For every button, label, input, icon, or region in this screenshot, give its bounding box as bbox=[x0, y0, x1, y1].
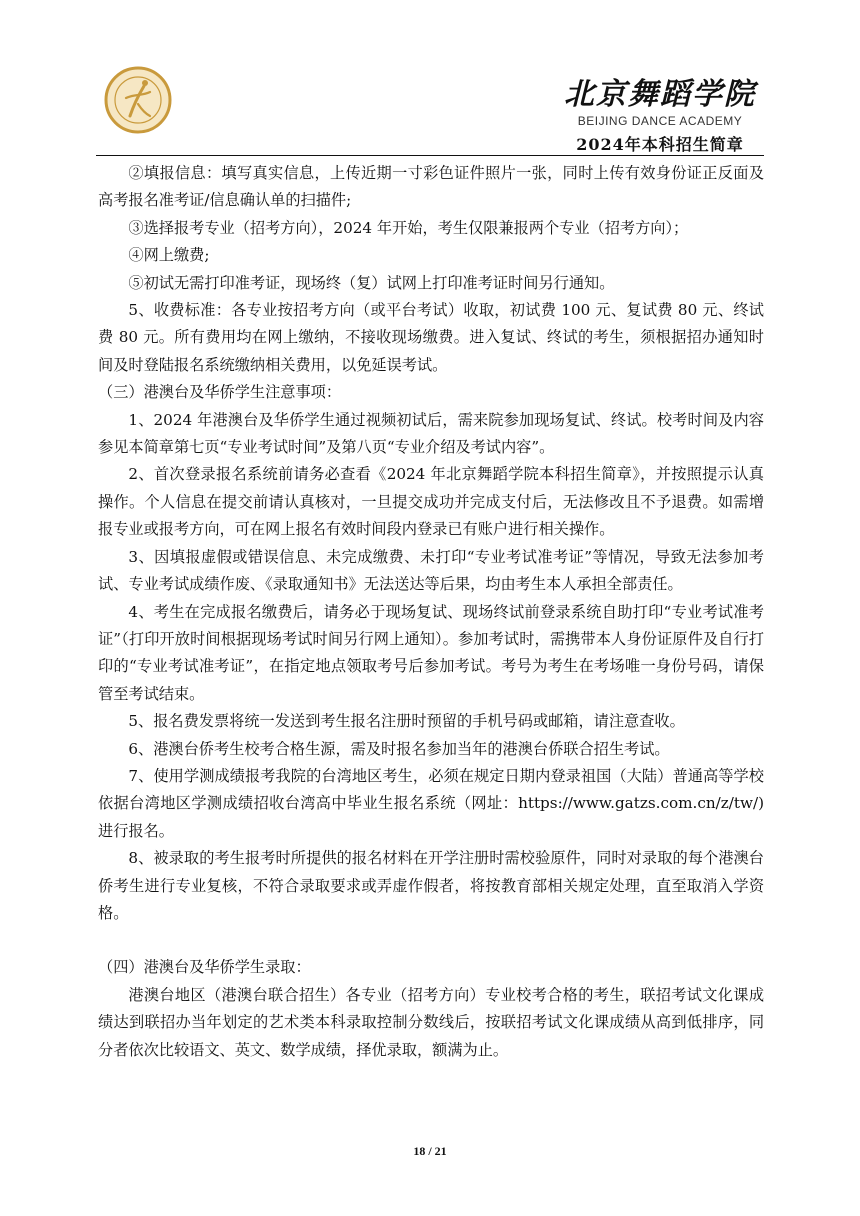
paragraph: 港澳台地区（港澳台联合招生）各专业（招考方向）专业校考合格的考生，联招考试文化课成绩达到联招办当年划定的艺术类本科录取控制分数线后，按联招考试文化课成绩从高到低排序，同分者依次比较语文、英文、数学成绩，择优录取，额满为止。 bbox=[98, 985, 764, 1059]
paragraph: 5、报名费发票将统一发送到考生报名注册时预留的手机号码或邮箱，请注意查收。 bbox=[128, 712, 685, 731]
brand-english-name: BEIJING DANCE ACADEMY bbox=[577, 114, 743, 128]
paragraph: ⑤初试无需打印准考证，现场终（复）试网上打印准考证时间另行通知。 bbox=[128, 273, 615, 292]
paragraph: 5、收费标准：各专业按招考方向（或平台考试）收取，初试费 100 元、复试费 80 元、终试费 80 元。所有费用均在网上缴纳，不接收现场缴费。进入复试、终试的考生，须根据招办通知时间及时登陆报名系统缴纳相关费用，以免延误考试。 bbox=[98, 301, 764, 374]
paragraph: 3、因填报虚假或错误信息、未完成缴费、未打印“专业考试准考证”等情况，导致无法参加考试、专业考试成绩作废、《录取通知书》无法送达等后果，均由考生本人承担全部责任。 bbox=[98, 547, 764, 594]
brand-chinese-name: 北京舞蹈学院 bbox=[564, 77, 756, 112]
paragraph: 8、被录取的考生报考时所提供的报名材料在开学注册时需校验原件，同时对录取的每个港澳台侨考生进行专业复核，不符合录取要求或弄虚作假者，将按教育部相关规定处理，直至取消入学资格。 bbox=[98, 849, 764, 922]
section-heading: （三）港澳台及华侨学生注意事项： bbox=[98, 383, 341, 402]
document-body bbox=[98, 160, 764, 1064]
paragraph: 4、考生在完成报名缴费后，请务必于现场复试、现场终试前登录系统自助打印“专业考试准考证”（打印开放时间根据现场考试时间另行网上通知）。参加考试时，需携带本人身份证原件及自行打印的“专业考试准考证”，在指定地点领取考号后参加考试。考号为考生在考场唯一身份号码，请保管至考试结束。 bbox=[98, 602, 764, 703]
paragraph: 1、2024 年港澳台及华侨学生通过视频初试后，需来院参加现场复试、终试。校考时间及内容参见本简章第七页“专业考试时间”及第八页“专业介绍及考试内容”。 bbox=[98, 410, 764, 457]
page-number: 18 / 21 bbox=[413, 1144, 447, 1158]
paragraph-gap bbox=[98, 927, 764, 954]
header-divider bbox=[96, 155, 764, 156]
document-subtitle: 2024年本科招生简章 bbox=[576, 135, 744, 154]
header-brand bbox=[564, 78, 756, 155]
section-heading: （四）港澳台及华侨学生录取： bbox=[98, 958, 311, 977]
paragraph: ④网上缴费; bbox=[128, 246, 210, 265]
academy-logo-icon bbox=[104, 66, 172, 134]
paragraph: ③选择报考专业（招考方向），2024 年开始，考生仅限兼报两个专业（招考方向）； bbox=[128, 218, 689, 237]
paragraph: 7、使用学测成绩报考我院的台湾地区考生，必须在规定日期内登录祖国（大陆）普通高等学校依据台湾地区学测成绩招收台湾高中毕业生报名系统（网址：https://www.gatzs.com.cn/z/tw/)进行报名。 bbox=[98, 766, 764, 840]
paragraph: 6、港澳台侨考生校考合格生源，需及时报名参加当年的港澳台侨联合招生考试。 bbox=[128, 739, 670, 758]
paragraph: 2、首次登录报名系统前请务必查看《2024 年北京舞蹈学院本科招生简章》，并按照提示认真操作。个人信息在提交前请认真核对，一旦提交成功并完成支付后，无法修改且不予退费。如需增报专业或报考方向，可在网上报名有效时间段内登录已有账户进行相关操作。 bbox=[98, 465, 764, 539]
paragraph: ②填报信息：填写真实信息，上传近期一寸彩色证件照片一张，同时上传有效身份证正反面及高考报名准考证/信息确认单的扫描件; bbox=[98, 164, 764, 210]
